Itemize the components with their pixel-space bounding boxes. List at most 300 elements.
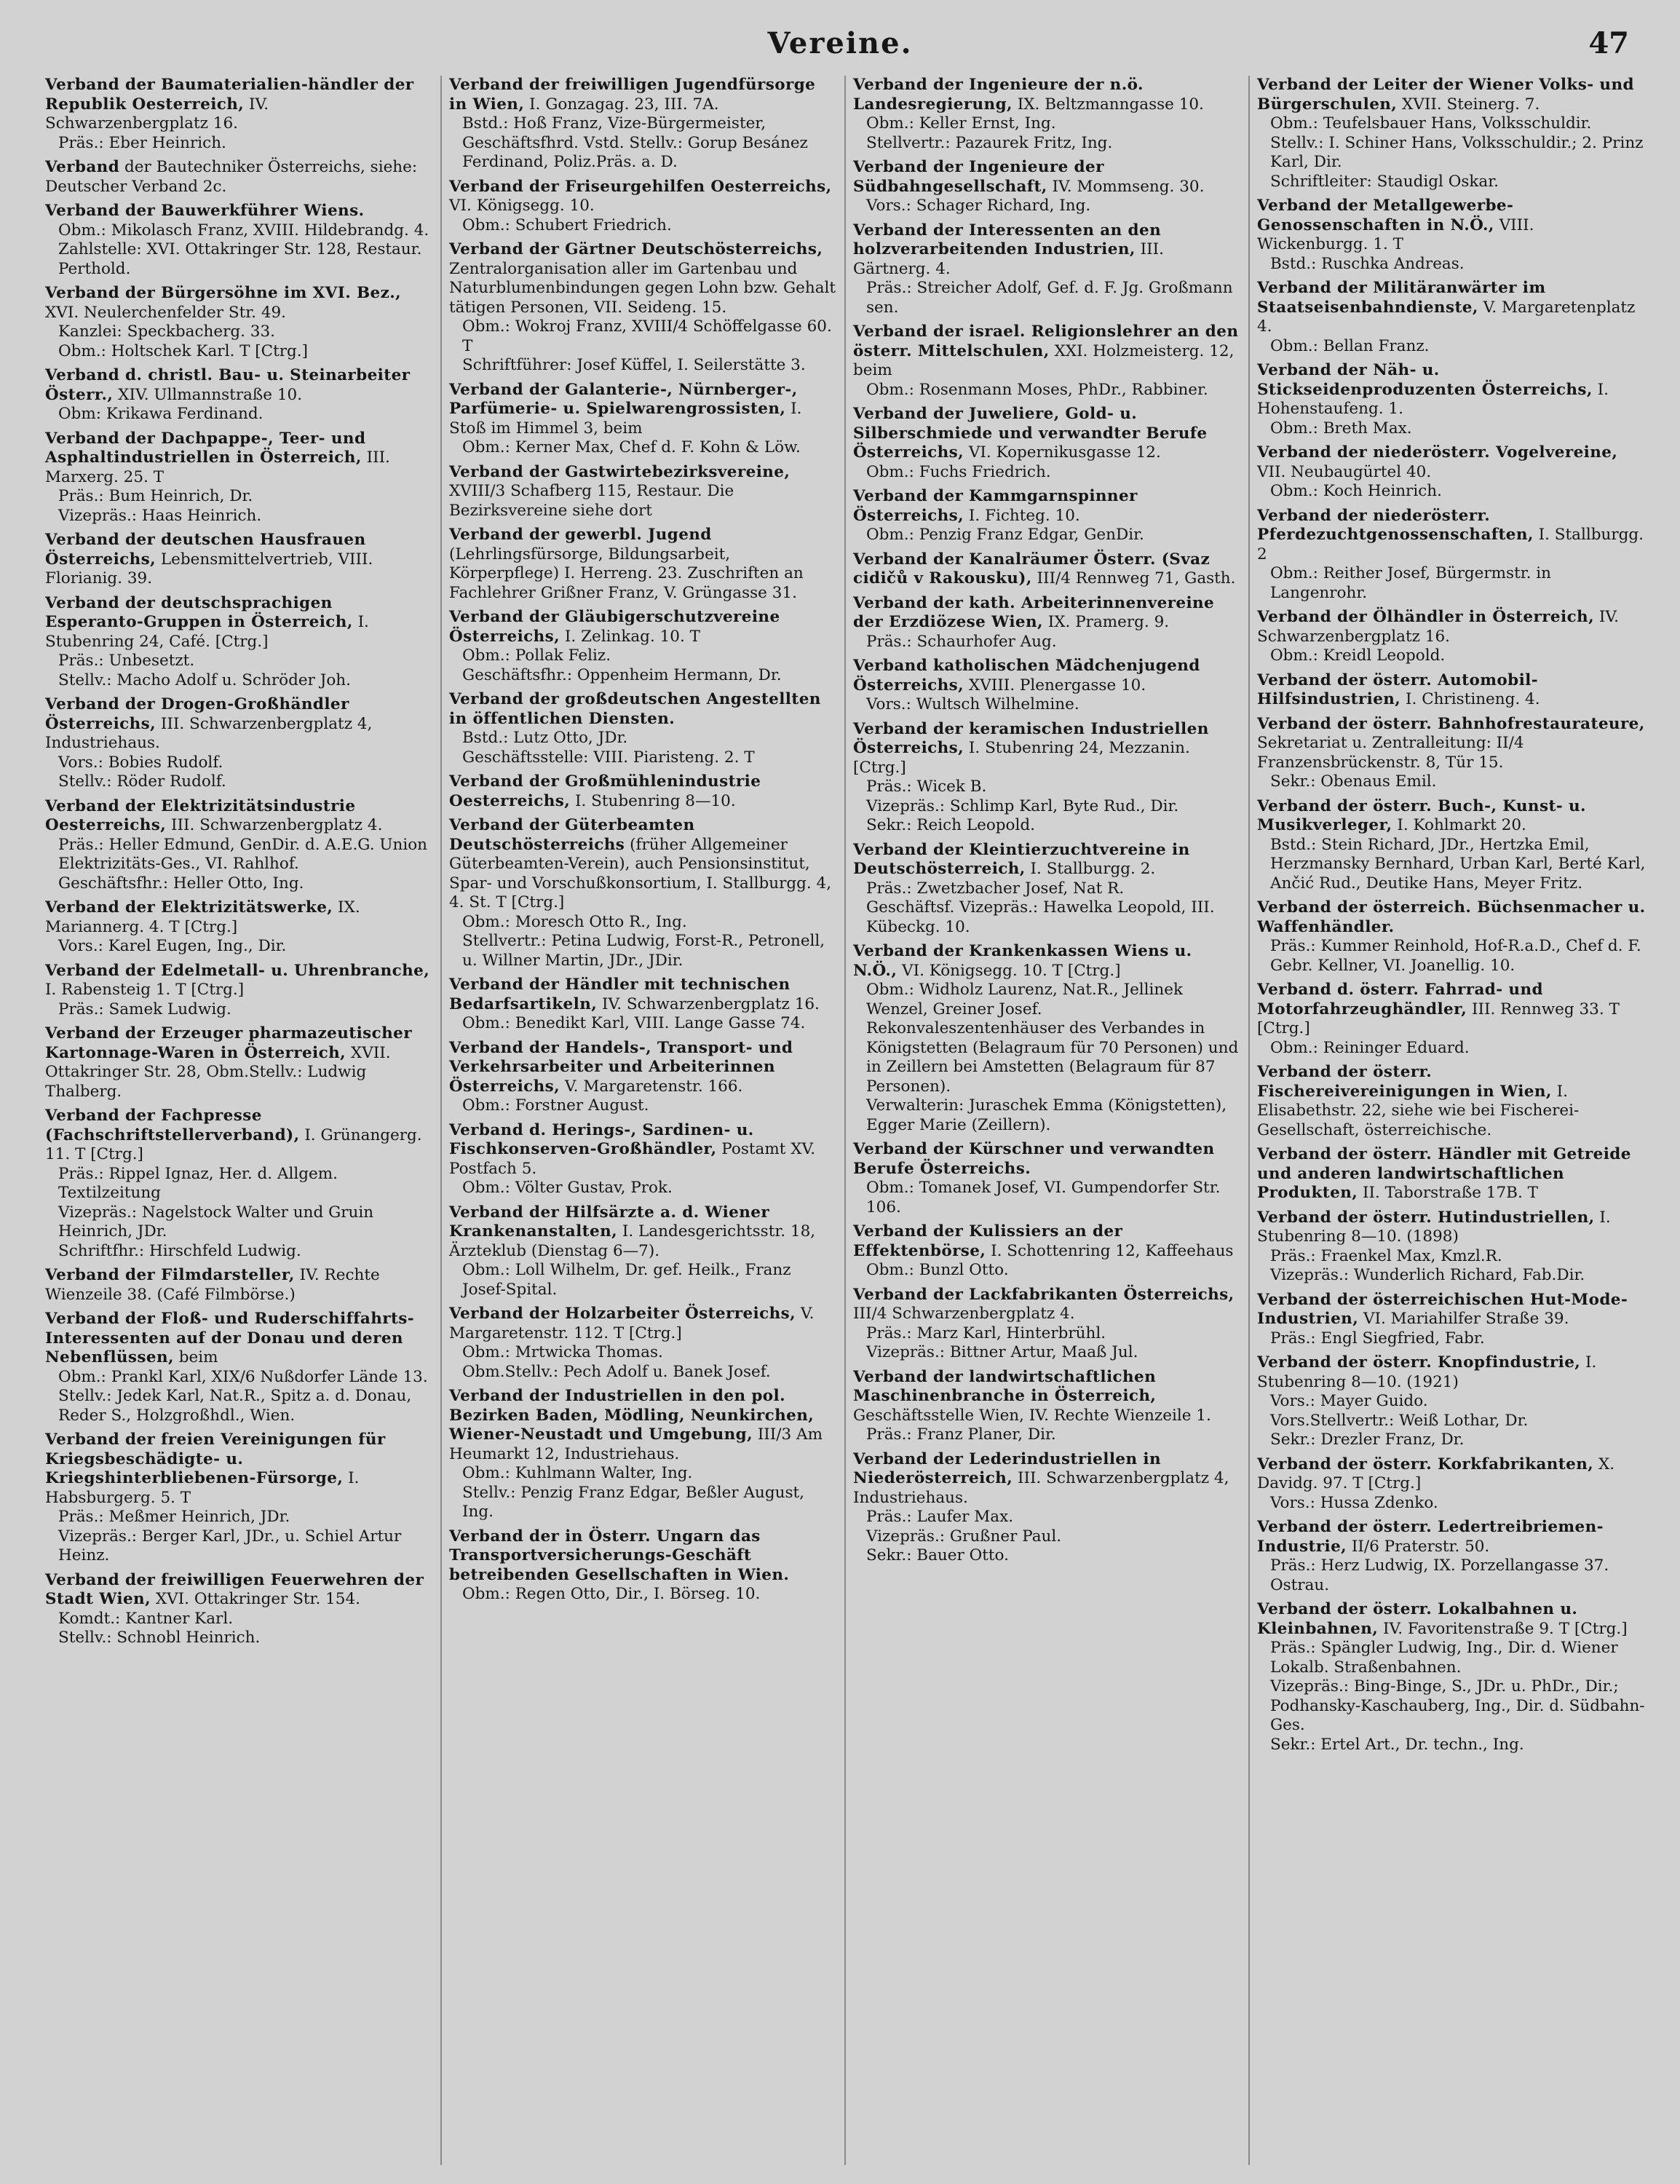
entry-detail: Stellv.: Röder Rudolf. (58, 772, 226, 791)
directory-entry (1257, 361, 1647, 438)
entry-heading: Verband der Galanterie-, Nürnberger-, Parfümerie- u. Spielwarengrossisten, (449, 380, 798, 418)
entry-address: XIV. Ullmannstraße 10. (118, 385, 303, 404)
entry-heading: Verband der Kanalräumer Österr. (Svaz cidičů v Rakousku), (853, 550, 1211, 587)
entry-heading: Verband der Näh- u. Stickseidenproduzenten Österreichs, (1257, 361, 1593, 399)
entry-address: I. Habsburgerg. 5. T (45, 1469, 360, 1507)
entry-heading: Verband der Elektrizitätswerke, (45, 898, 333, 917)
entry-detail: Vizepräs.: Haas Heinrich. (58, 506, 262, 525)
entry-heading: Verband katholischen Mädchenjugend Österreichs, (853, 657, 1200, 695)
entry-detail: Stellv.: Penzig Franz Edgar, Beßler August, Ing. (462, 1483, 804, 1521)
entry-address: I. Hohenstaufeng. 1. (1257, 380, 1609, 418)
column-3 (846, 76, 1250, 2165)
entry-heading: Verband der österr. Hutindustriellen, (1257, 1208, 1595, 1227)
directory-entry (45, 695, 433, 792)
directory-entry (1257, 1208, 1647, 1286)
entry-detail: Kanzlei: Speckbacherg. 33. (58, 323, 275, 341)
entry-detail: Obm.: Keller Ernst, Ing. (866, 114, 1056, 132)
entry-heading: Verband der Militäranwärter im Staatseisenbahndienste, (1257, 279, 1546, 317)
directory-entry (1257, 898, 1647, 976)
entry-address: III. Marxerg. 25. T (45, 448, 390, 486)
entry-detail: Sekr.: Obenaus Emil. (1270, 772, 1437, 791)
directory-entry (449, 1387, 837, 1522)
entry-detail: Bstd.: Stein Richard, JDr., Hertzka Emil, Herzmansky Bernhard, Urban Karl, Berté Karl, Ančić Rud., Deutike Hans, Meyer Fritz. (1270, 835, 1646, 893)
directory-entry (1257, 671, 1647, 710)
entry-address: VI. Kopernikusgasse 12. (968, 443, 1161, 462)
entry-detail: Vors.: Wultsch Wilhelmine. (866, 695, 1079, 713)
entry-heading: Verband der österr. Automobil-Hilfsindustrien, (1257, 670, 1539, 708)
entry-detail: Obm.: Penzig Franz Edgar, GenDir. (866, 526, 1144, 544)
directory-entry (853, 720, 1241, 836)
entry-address: Zentralorganisation aller im Gartenbau und Naturblumenbindungen gegen Lohn bzw. Gehalt tätigen Personen, VII. Seideng. 15. (449, 259, 836, 317)
entry-detail: Bstd.: Ruschka Andreas. (1270, 254, 1465, 273)
entry-address: IV. Schwarzenbergplatz 16. (601, 994, 820, 1013)
entry-address: I. Stubenring 8—10. (1898) (1257, 1208, 1611, 1246)
entry-heading: Verband der landwirtschaftlichen Maschinenbranche in Österreich, (853, 1367, 1157, 1405)
directory-entry (449, 526, 837, 603)
entry-detail: Vizepräs.: Berger Karl, JDr., u. Schiel Artur Heinz. (58, 1527, 402, 1564)
entry-address: I. Schottenring 12, Kaffeehaus (991, 1241, 1234, 1260)
entry-detail: Stellv.: Jedek Karl, Nat.R., Spitz a. d. Donau, Reder S., Holzgroßhdl., Wien. (58, 1387, 412, 1425)
directory-entry (45, 366, 433, 424)
entry-heading: Verband der Juweliere, Gold- u. Silberschmiede und verwandter Berufe Österreichs, (853, 405, 1208, 462)
entry-detail: Obm.: Kerner Max, Chef d. F. Kohn & Löw. (462, 438, 801, 456)
entry-detail: Schriftfhr.: Hirschfeld Ludwig. (58, 1241, 301, 1260)
entry-detail: Präs.: Herz Ludwig, IX. Porzellangasse 37. (1270, 1556, 1609, 1575)
entry-address: IV. Favoritenstraße 9. T [Ctrg.] (1383, 1619, 1628, 1638)
entry-detail: Obm.: Reither Josef, Bürgermstr. in Langenrohr. (1270, 564, 1552, 602)
entry-heading: Verband der niederösterr. Vogelvereine, (1257, 443, 1618, 462)
entry-heading: Verband der Industriellen in den pol. Bezirken Baden, Mödling, Neunkirchen, Wiener-Neustadt und Umgebung, (449, 1387, 815, 1444)
entry-detail: Obm.: Teufelsbauer Hans, Volksschuldir. (1270, 114, 1592, 132)
entry-heading: Verband der österreichischen Hut-Mode-Industrien, (1257, 1290, 1628, 1328)
directory-entry (45, 1431, 433, 1566)
entry-detail: Geschäftsf. Vizepräs.: Hawelka Leopold, III. Kübeckg. 10. (866, 898, 1215, 936)
entry-detail: Verwalterin: Juraschek Emma (Königstetten), Egger Marie (Zeillern). (866, 1096, 1227, 1134)
entry-address: I. Gonzagag. 23, III. 7A. (529, 95, 719, 114)
entry-address: XVII. Steinerg. 7. (1402, 95, 1540, 114)
entry-detail: Präs.: Samek Ludwig. (58, 1000, 231, 1018)
entry-address: VI. Mariahilfer Straße 39. (1363, 1310, 1569, 1328)
entry-heading: Verband der Elektrizitätsindustrie Oesterreichs, (45, 796, 356, 834)
entry-detail: Obm: Krikawa Ferdinand. (58, 405, 264, 423)
directory-columns (38, 76, 1654, 2165)
entry-address: I. Fichteg. 10. (968, 506, 1080, 525)
entry-address: IV. Schwarzenbergplatz 16. (45, 95, 269, 132)
directory-entry (853, 841, 1241, 938)
directory-entry (45, 1266, 433, 1305)
directory-entry (449, 1305, 837, 1382)
entry-detail: Präs.: Rippel Ignaz, Her. d. Allgem. Textilzeitung (58, 1164, 338, 1202)
entry-detail: Obm.: Tomanek Josef, VI. Gumpendorfer Str. 106. (866, 1179, 1221, 1216)
entry-address: V. Margaretenplatz 4. (1257, 298, 1636, 336)
entry-address: I. Stubenring 8—10. (1921) (1257, 1353, 1597, 1391)
entry-heading: Verband der Holzarbeiter Österreichs, (449, 1305, 796, 1323)
entry-heading: Verband der kath. Arbeiterinnenvereine der Erzdiözese Wien, (853, 593, 1215, 631)
page-header (0, 20, 1680, 71)
entry-heading: Verband der Krankenkassen Wiens u. N.Ö., (853, 942, 1192, 980)
entry-heading: Verband der österr. Fischereivereinigungen in Wien, (1257, 1063, 1552, 1101)
entry-detail: Obm.: Loll Wilhelm, Dr. gef. Heilk., Franz Josef-Spital. (462, 1261, 791, 1299)
entry-heading: Verband der in Österr. Ungarn das Transportversicherungs-Geschäft betreibenden Gesellschaften in Wien. (449, 1527, 790, 1584)
directory-entry (1257, 76, 1647, 191)
entry-heading: Verband der Leiter der Wiener Volks- und Bürgerschulen, (1257, 76, 1634, 114)
entry-heading: Verband der Erzeuger pharmazeutischer Kartonnage-Waren in Österreich, (45, 1024, 412, 1062)
entry-address: II. Taborstraße 17B. T (1362, 1184, 1538, 1202)
entry-heading: Verband der österr. Ledertreibriemen-Industrie, (1257, 1518, 1604, 1556)
entry-detail: Vizepräs.: Bittner Artur, Maaß Jul. (866, 1343, 1138, 1361)
entry-detail: Präs.: Streicher Adolf, Gef. d. F. Jg. Großmann sen. (866, 279, 1233, 317)
entry-address: I. Stoß im Himmel 3, beim (449, 400, 802, 438)
entry-detail: Geschäftsfhr.: Heller Otto, Ing. (58, 874, 304, 893)
entry-address: X. Davidg. 97. T [Ctrg.] (1257, 1455, 1615, 1492)
directory-entry (45, 158, 433, 197)
entry-detail: Obm.: Pollak Feliz. (462, 646, 611, 665)
entry-detail: Vors.: Hussa Zdenko. (1270, 1493, 1438, 1512)
column-1 (38, 76, 442, 2165)
entry-address: XVII. Ottakringer Str. 28, Obm.Stellv.: Ludwig Thalberg. (45, 1043, 391, 1101)
entry-address: III. Gärtnerg. 4. (853, 240, 1164, 278)
entry-address: (früher Allgemeiner Güterbeamten-Verein), auch Pensionsinstitut, Spar- und Vorschußkonsortium, I. Stallburgg. 4, 4. St. T [Ctrg.] (449, 835, 832, 911)
entry-address: XVI. Neulerchenfelder Str. 49. (45, 303, 287, 322)
entry-address: XVIII/3 Schafberg 115, Restaur. Die Bezirksvereine siehe dort (449, 482, 734, 520)
entry-heading: Verband der Lackfabrikanten Österreichs, (853, 1285, 1235, 1304)
entry-detail: Präs.: Wicek B. (866, 778, 987, 796)
directory-entry (449, 608, 837, 685)
entry-heading: Verband der Güterbeamten Deutschösterreichs (449, 816, 695, 854)
entry-heading: Verband der freien Vereinigungen für Kriegsbeschädigte- u. Kriegshinterbliebenen-Fürsorge, (45, 1431, 386, 1487)
entry-heading: Verband der gewerbl. Jugend (449, 526, 712, 544)
directory-entry (853, 323, 1241, 400)
directory-entry (45, 531, 433, 589)
entry-heading: Verband der Baumaterialien-händler der Republik Oesterreich, (45, 76, 414, 114)
entry-heading: Verband der österr. Knopfindustrie, (1257, 1353, 1581, 1372)
entry-detail: Sekr.: Reich Leopold. (866, 816, 1035, 834)
entry-detail: Obm.: Reininger Eduard. (1270, 1038, 1470, 1057)
entry-heading: Verband der österr. Lokalbahnen u. Kleinbahnen, (1257, 1600, 1578, 1638)
entry-detail: Obm.: Fuchs Friedrich. (866, 462, 1051, 481)
entry-heading: Verband der österr. Bahnhofrestaurateure, (1257, 714, 1645, 733)
entry-detail: Obm.: Regen Otto, Dir., I. Börseg. 10. (462, 1585, 761, 1603)
entry-heading: Verband (45, 158, 120, 176)
entry-detail: Obm.: Wokroj Franz, XVIII/4 Schöffelgasse 60. T (462, 317, 832, 355)
entry-detail: Komdt.: Kantner Karl. (58, 1609, 234, 1628)
entry-heading: Verband der Kulissiers an der Effektenbörse, (853, 1222, 1123, 1260)
directory-entry (1257, 1063, 1647, 1140)
entry-address: der Bautechniker Österreichs, siehe: Deutscher Verband 2c. (45, 158, 418, 196)
directory-entry (853, 1222, 1241, 1281)
entry-detail: Stellv.: Macho Adolf u. Schröder Joh. (58, 670, 351, 689)
entry-address: I. Elisabethstr. 22, siehe wie bei Fischerei-Gesellschaft, österreichische. (1257, 1082, 1580, 1139)
entry-heading: Verband der deutschsprachigen Esperanto-Gruppen in Österreich, (45, 593, 353, 631)
entry-detail: Präs.: Eber Heinrich. (58, 133, 226, 152)
entry-detail: Vizepräs.: Grußner Paul. (866, 1527, 1062, 1546)
entry-address: III. Schwarzenbergplatz 4, Industriehaus. (853, 1469, 1229, 1507)
directory-entry (45, 1310, 433, 1425)
directory-entry (449, 240, 837, 376)
entry-detail: Stellv.: Schnobl Heinrich. (58, 1629, 261, 1647)
entry-detail: Sekr.: Bauer Otto. (866, 1546, 1009, 1564)
entry-detail: Geschäftsstelle: VIII. Piaristeng. 2. T (462, 748, 755, 767)
directory-entry (45, 1571, 433, 1648)
entry-address: IX. Beltzmanngasse 10. (1017, 95, 1204, 114)
entry-heading: Verband der österr. Korkfabrikanten, (1257, 1455, 1594, 1473)
entry-heading: Verband der Ölhändler in Österreich, (1257, 608, 1594, 626)
entry-address: IX. Pramerg. 9. (1047, 613, 1170, 631)
entry-heading: Verband der österr. Buch-, Kunst- u. Musikverleger, (1257, 796, 1586, 834)
directory-entry (1257, 197, 1647, 274)
entry-address: I. Christineng. 4. (1406, 690, 1540, 708)
entry-detail: Präs.: Fraenkel Max, Kmzl.R. (1270, 1246, 1502, 1265)
directory-entry (853, 550, 1241, 589)
directory-entry (1257, 797, 1647, 894)
entry-detail: Vizepräs.: Nagelstock Walter und Gruin Heinrich, JDr. (58, 1203, 374, 1241)
entry-detail: Obm.: Mikolasch Franz, XVIII. Hildebrandg. 4. (58, 221, 429, 240)
directory-entry (1257, 1291, 1647, 1349)
entry-heading: Verband der österreich. Büchsenmacher u. Waffenhändler. (1257, 898, 1646, 936)
entry-detail: Schriftführer: Josef Küffel, I. Seilerstätte 3. (462, 356, 806, 374)
entry-address: I. Stallburgg. 2. (1030, 860, 1156, 878)
entry-heading: Verband der freiwilligen Jugendfürsorge in Wien, (449, 76, 816, 114)
entry-detail: Präs.: Franz Planer, Dir. (866, 1425, 1056, 1444)
entry-address: I. Kohlmarkt 20. (1397, 816, 1526, 834)
entry-heading: Verband der keramischen Industriellen Österreichs, (853, 719, 1209, 757)
directory-entry (449, 1527, 837, 1605)
entry-heading: Verband der Ingenieure der n.ö. Landesregierung, (853, 76, 1144, 114)
directory-entry (853, 942, 1241, 1135)
entry-detail: Stellvertr.: Petina Ludwig, Forst-R., Petronell, u. Willner Martin, JDr., JDir. (462, 932, 825, 970)
entry-detail: Vors.: Mayer Guido. (1270, 1392, 1428, 1410)
entry-heading: Verband der Fachpresse (Fachschriftstellerverband), (45, 1107, 300, 1144)
entry-detail: Obm.: Kuhlmann Walter, Ing. (462, 1464, 693, 1482)
directory-entry (1257, 507, 1647, 604)
entry-heading: Verband der Gärtner Deutschösterreichs, (449, 240, 823, 258)
directory-entry (449, 463, 837, 521)
directory-entry (853, 1286, 1241, 1363)
entry-detail: Präs.: Engl Siegfried, Fabr. (1270, 1329, 1485, 1348)
directory-entry (853, 1450, 1241, 1566)
entry-address: III/4 Schwarzenbergplatz 4. (853, 1305, 1075, 1323)
directory-entry (45, 594, 433, 691)
entry-heading: Verband der Floß- und Ruderschiffahrts-Interessenten auf der Donau und deren Nebenflüssen, (45, 1310, 415, 1366)
entry-detail: Schriftleiter: Staudigl Oskar. (1270, 172, 1499, 191)
directory-entry (1257, 1600, 1647, 1754)
entry-detail: Präs.: Laufer Max. (866, 1508, 1014, 1526)
directory-entry (853, 1140, 1241, 1217)
entry-detail: Obm.: Bunzl Otto. (866, 1261, 1009, 1279)
column-2 (442, 76, 846, 2165)
entry-detail: Obm.: Prankl Karl, XIX/6 Nußdorfer Lände 13. (58, 1367, 428, 1386)
entry-detail: Bstd.: Lutz Otto, JDr. (462, 729, 628, 747)
directory-entry (853, 1368, 1241, 1445)
directory-entry (45, 284, 433, 361)
directory-entry (45, 430, 433, 526)
directory-entry (449, 976, 837, 1034)
entry-detail: Präs.: Unbesetzt. (58, 652, 195, 670)
entry-address: I. Landesgerichtsstr. 18, Ärzteklub (Dienstag 6—7). (449, 1222, 816, 1260)
entry-heading: Verband der deutschen Hausfrauen Österreichs, (45, 531, 366, 569)
entry-heading: Verband der Händler mit technischen Bedarfsartikeln, (449, 976, 791, 1013)
entry-address: Sekretariat u. Zentralleitung: II/4 Franzensbrückenstr. 8, Tür 15. (1257, 734, 1524, 772)
entry-detail: Obm.: Widholz Laurenz, Nat.R., Jellinek Wenzel, Greiner Josef. Rekonvaleszentenhäuser des Verbandes in Königstetten (Belagraum für 70 Personen) und in Zeillern bei Amstetten (Belagraum für 87 Personen). (866, 981, 1239, 1096)
entry-detail: Obm.: Kreidl Leopold. (1270, 646, 1446, 665)
entry-address: I. Stubenring 8—10. (574, 791, 736, 810)
entry-heading: Verband der Drogen-Großhändler Österreichs, (45, 695, 349, 733)
entry-address: XXI. Holzmeisterg. 12, beim (853, 341, 1235, 379)
entry-heading: Verband der Filmdarsteller, (45, 1266, 295, 1284)
entry-address: III. Schwarzenbergplatz 4. (170, 816, 383, 834)
entry-heading: Verband der Interessenten an den holzverarbeitenden Industrien, (853, 221, 1162, 258)
directory-entry (449, 1121, 837, 1198)
entry-heading: Verband der Edelmetall- u. Uhrenbranche, (45, 961, 430, 980)
directory-entry (1257, 1518, 1647, 1595)
entry-heading: Verband der Ingenieure der Südbahngesellschaft, (853, 158, 1104, 196)
entry-heading: Verband der Kleintierzuchtvereine in Deutschösterreich, (853, 840, 1190, 878)
entry-address: III/3 Am Heumarkt 12, Industriehaus. (449, 1425, 823, 1463)
entry-detail: Präs.: Bum Heinrich, Dr. (58, 487, 253, 505)
entry-address: VII. Neubaugürtel 40. (1257, 462, 1432, 481)
directory-entry (1257, 608, 1647, 666)
directory-entry (449, 1039, 837, 1116)
page-number: 47 (1588, 26, 1629, 60)
directory-entry (1257, 443, 1647, 502)
entry-detail: Präs.: Spängler Ludwig, Ing., Dir. d. Wiener Lokalb. Straßenbahnen. (1270, 1639, 1618, 1677)
page-title: Vereine. (767, 26, 913, 60)
directory-entry (449, 381, 837, 458)
entry-detail: Obm.: Schubert Friedrich. (462, 215, 672, 234)
entry-detail: Sekr.: Drezler Franz, Dr. (1270, 1431, 1465, 1449)
directory-entry (853, 76, 1241, 153)
directory-entry (1257, 715, 1647, 792)
entry-address: beim (178, 1348, 218, 1366)
entry-heading: Verband der Friseurgehilfen Oesterreichs, (449, 177, 832, 196)
directory-entry (1257, 279, 1647, 356)
entry-heading: Verband d. christl. Bau- u. Steinarbeiter Österr., (45, 366, 411, 404)
entry-heading: Verband der Bürgersöhne im XVI. Bez., (45, 284, 402, 302)
directory-entry (1257, 981, 1647, 1058)
entry-detail: Obm.: Koch Heinrich. (1270, 482, 1442, 500)
entry-heading: Verband der freiwilligen Feuerwehren der Stadt Wien, (45, 1570, 424, 1608)
entry-detail: Obm.: Forstner August. (462, 1096, 649, 1115)
directory-entry (1257, 1145, 1647, 1203)
directory-entry (853, 405, 1241, 482)
entry-detail: Obm.: Rosenmann Moses, PhDr., Rabbiner. (866, 380, 1208, 399)
directory-entry (449, 178, 837, 236)
directory-entry (45, 797, 433, 894)
entry-address: I. Stallburgg. 2 (1257, 526, 1644, 563)
entry-detail: Geschäftsfhr.: Oppenheim Hermann, Dr. (462, 665, 782, 684)
entry-detail: Obm.: Bellan Franz. (1270, 336, 1430, 355)
directory-entry (1257, 1455, 1647, 1514)
entry-detail: Sekr.: Ertel Art., Dr. techn., Ing. (1270, 1735, 1524, 1754)
entry-heading: Verband der israel. Religionslehrer an den österr. Mittelschulen, (853, 323, 1239, 360)
entry-detail: Vors.: Schager Richard, Ing. (866, 197, 1091, 215)
entry-detail: Obm.: Breth Max. (1270, 419, 1412, 438)
column-4 (1250, 76, 1654, 2165)
entry-address: III. Schwarzenbergplatz 4, Industriehaus. (45, 714, 373, 752)
entry-address: VI. Königsegg. 10. T [Ctrg.] (902, 961, 1121, 980)
entry-address: Geschäftsstelle Wien, IV. Rechte Wienzeile 1. (853, 1406, 1211, 1425)
entry-address: XVIII. Plenergasse 10. (968, 676, 1146, 695)
entry-detail: Vizepräs.: Schlimp Karl, Byte Rud., Dir. (866, 796, 1179, 815)
entry-address: IV. Rechte Wienzeile 38. (Café Filmbörse.) (45, 1266, 380, 1304)
entry-detail: Präs.: Kummer Reinhold, Hof-R.a.D., Chef d. F. Gebr. Kellner, VI. Joanellig. 10. (1270, 937, 1641, 975)
entry-address: I. Stubenring 24, Mezzanin. [Ctrg.] (853, 739, 1190, 777)
entry-heading: Verband der Dachpappe-, Teer- und Asphaltindustriellen in Österreich, (45, 429, 366, 467)
entry-address: I. Rabensteig 1. T [Ctrg.] (45, 981, 245, 999)
directory-entry (853, 657, 1241, 715)
entry-heading: Verband d. österr. Fahrrad- und Motorfahrzeughändler, (1257, 981, 1543, 1018)
directory-entry (449, 76, 837, 173)
entry-address: XVI. Ottakringer Str. 154. (155, 1590, 360, 1608)
entry-detail: Vizepräs.: Bing-Binge, S., JDr. u. PhDr., Dir.; Podhansky-Kaschauberg, Ing., Dir. d. Südbahn-Ges. (1270, 1677, 1645, 1734)
entry-detail: Obm.Stellv.: Pech Adolf u. Banek Josef. (462, 1362, 771, 1381)
entry-address: I. Grünangerg. 11. T [Ctrg.] (45, 1125, 422, 1163)
entry-address: III. Rennweg 33. T [Ctrg.] (1257, 1000, 1620, 1037)
entry-detail: Präs.: Marz Karl, Hinterbrühl. (866, 1324, 1106, 1342)
entry-address: VI. Königsegg. 10. (449, 197, 595, 215)
entry-heading: Verband der niederösterr. Pferdezuchtgenossenschaften, (1257, 506, 1534, 544)
entry-detail: Präs.: Schaurhofer Aug. (866, 632, 1057, 651)
entry-address: (Lehrlingsfürsorge, Bildungsarbeit, Körperpflege) I. Herreng. 23. Zuschriften an Fachlehrer Grißner Franz, V. Grüngasse 31. (449, 545, 804, 602)
directory-entry (45, 76, 433, 153)
directory-entry (45, 202, 433, 279)
entry-detail: Stellv.: I. Schiner Hans, Volksschuldir.; 2. Prinz Karl, Dir. (1270, 133, 1644, 171)
entry-heading: Verband d. Herings-, Sardinen- u. Fischkonserven-Großhändler, (449, 1120, 754, 1158)
directory-entry (45, 962, 433, 1020)
entry-detail: Vors.Stellvertr.: Weiß Lothar, Dr. (1270, 1411, 1529, 1430)
entry-heading: Verband der Bauwerkführer Wiens. (45, 202, 365, 220)
entry-detail: Vizepräs.: Wunderlich Richard, Fab.Dir. (1270, 1266, 1585, 1284)
entry-heading: Verband der großdeutschen Angestellten in öffentlichen Diensten. (449, 690, 821, 728)
directory-entry (449, 1203, 837, 1300)
entry-address: VIII. Wickenburgg. 1. T (1257, 215, 1534, 253)
entry-heading: Verband der Großmühlenindustrie Oesterreichs, (449, 772, 761, 810)
entry-address: IX. Mariannerg. 4. T [Ctrg.] (45, 898, 360, 936)
entry-detail: Präs.: Meßmer Heinrich, JDr. (58, 1508, 290, 1526)
entry-address: V. Margaretenstr. 166. (564, 1077, 743, 1096)
entry-detail: Präs.: Heller Edmund, GenDir. d. A.E.G. Union Elektrizitäts-Ges., VI. Rahlhof. (58, 835, 428, 873)
directory-entry (1257, 1353, 1647, 1450)
entry-detail: Präs.: Zwetzbacher Josef, Nat R. (866, 879, 1125, 898)
entry-heading: Verband der Kammgarnspinner Österreichs, (853, 487, 1138, 525)
entry-address: II/6 Praterstr. 50. (1351, 1537, 1490, 1556)
entry-heading: Verband der Kürschner und verwandten Berufe Österreichs. (853, 1140, 1215, 1178)
directory-entry (449, 816, 837, 970)
directory-entry (449, 772, 837, 811)
entry-detail: Bstd.: Hoß Franz, Vize-Bürgermeister, Geschäftsfhrd. Vstd. Stellv.: Gorup Besánez Ferdinand, Poliz.Präs. a. D. (462, 114, 808, 171)
entry-detail: Obm.: Holtschek Karl. T [Ctrg.] (58, 341, 309, 360)
directory-entry (853, 487, 1241, 545)
entry-address: IV. Schwarzenbergplatz 16. (1257, 608, 1619, 646)
entry-heading: Verband der Gläubigerschutzvereine Österreichs, (449, 608, 780, 646)
entry-address: I. Zelinkag. 10. T (564, 627, 700, 646)
entry-heading: Verband der Lederindustriellen in Niederösterreich, (853, 1449, 1161, 1487)
entry-address: Lebensmittelvertrieb, VIII. Florianig. 39. (45, 550, 373, 587)
entry-heading: Verband der Gastwirtebezirksvereine, (449, 462, 791, 481)
entry-heading: Verband der Handels-, Transport- und Verkehrsarbeiter und Arbeiterinnen Österreichs, (449, 1038, 793, 1096)
directory-entry (45, 1107, 433, 1261)
directory-entry (853, 158, 1241, 216)
entry-detail: Obm.: Mrtwicka Thomas. (462, 1343, 663, 1361)
entry-heading: Verband der österr. Händler mit Getreide und anderen landwirtschaftlichen Produkten, (1257, 1145, 1631, 1202)
entry-detail: Stellvertr.: Pazaurek Fritz, Ing. (866, 133, 1113, 152)
entry-detail: Obm.: Völter Gustav, Prok. (462, 1179, 673, 1197)
entry-detail: Obm.: Moresch Otto R., Ing. (462, 912, 687, 931)
directory-entry (853, 221, 1241, 318)
directory-entry (45, 898, 433, 957)
entry-address: III/4 Rennweg 71, Gasth. (1037, 569, 1236, 587)
entry-heading: Verband der Metallgewerbe-Genossenschaften in N.Ö., (1257, 197, 1514, 234)
